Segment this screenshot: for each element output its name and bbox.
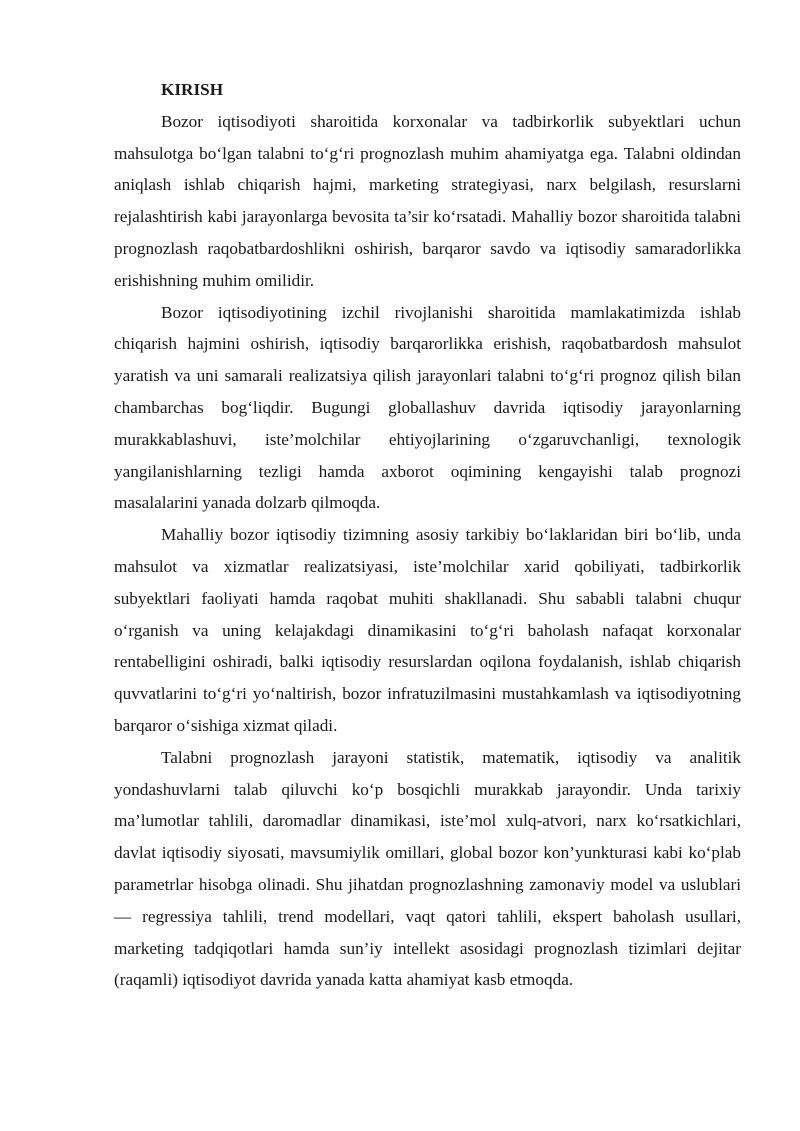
document-page [114,74,741,996]
paragraph-4: Talabni prognozlash jarayoni statistik, matematik, iqtisodiy va analitik yondashuvlarni talab qiluvchi ko‘p bosqichli murakkab jarayondir. Unda tarixiy ma’lumotlar tahlili, daromadlar dinamikasi, iste’mol xulq-atvori, narx ko‘rsatkichlari, davlat iqtisodiy siyosati, mavsumiylik omillari, global bozor kon’yunkturasi kabi ko‘plab parametrlar hisobga olinadi. Shu jihatdan prognozlashning zamonaviy model va uslublari — regressiya tahlili, trend modellari, vaqt qatori tahlili, ekspert baholash usullari, marketing tadqiqotlari hamda sun’iy intellekt asosidagi prognozlash tizimlari dejitar (raqamli) iqtisodiyot davrida yanada katta ahamiyat kasb etmoqda. [114,747,741,990]
paragraph-2: Bozor iqtisodiyotining izchil rivojlanishi sharoitida mamlakatimizda ishlab chiqarish hajmini oshirish, iqtisodiy barqarorlikka erishish, raqobatbardosh mahsulot yaratish va uni samarali realizatsiya qilish jarayonlari talabni to‘g‘ri prognoz qilish bilan chambarchas bog‘liqdir. Bugungi globallashuv davrida iqtisodiy jarayonlarning murakkablashuvi, iste’molchilar ehtiyojlarining o‘zgaruvchanligi, texnologik yangilanishlarning tezligi hamda axborot oqimining kengayishi talab prognozi masalalarini yanada dolzarb qilmoqda. [114,302,741,513]
paragraph-1: Bozor iqtisodiyoti sharoitida korxonalar va tadbirkorlik subyektlari uchun mahsulotga bo‘lgan talabni to‘g‘ri prognozlash muhim ahamiyatga ega. Talabni oldindan aniqlash ishlab chiqarish hajmi, marketing strategiyasi, narx belgilash, resurslarni rejalashtirish kabi jarayonlarga bevosita ta’sir ko‘rsatadi. Mahalliy bozor sharoitida talabni prognozlash raqobatbardoshlikni oshirish, barqaror savdo va iqtisodiy samaradorlikka erishishning muhim omilidir. [114,111,741,290]
section-heading: KIRISH [161,80,224,99]
paragraph-3: Mahalliy bozor iqtisodiy tizimning asosiy tarkibiy bo‘laklaridan biri bo‘lib, unda mahsulot va xizmatlar realizatsiyasi, iste’molchilar xarid qobiliyati, tadbirkorlik subyektlari faoliyati hamda raqobat muhiti shakllanadi. Shu sababli talabni chuqur o‘rganish va uning kelajakdagi dinamikasini to‘g‘ri baholash nafaqat korxonalar rentabelligini oshiradi, balki iqtisodiy resurslardan oqilona foydalanish, ishlab chiqarish quvvatlarini to‘g‘ri yo‘naltirish, bozor infratuzilmasini mustahkamlash va iqtisodiyotning barqaror o‘sishiga xizmat qiladi. [114,525,741,735]
